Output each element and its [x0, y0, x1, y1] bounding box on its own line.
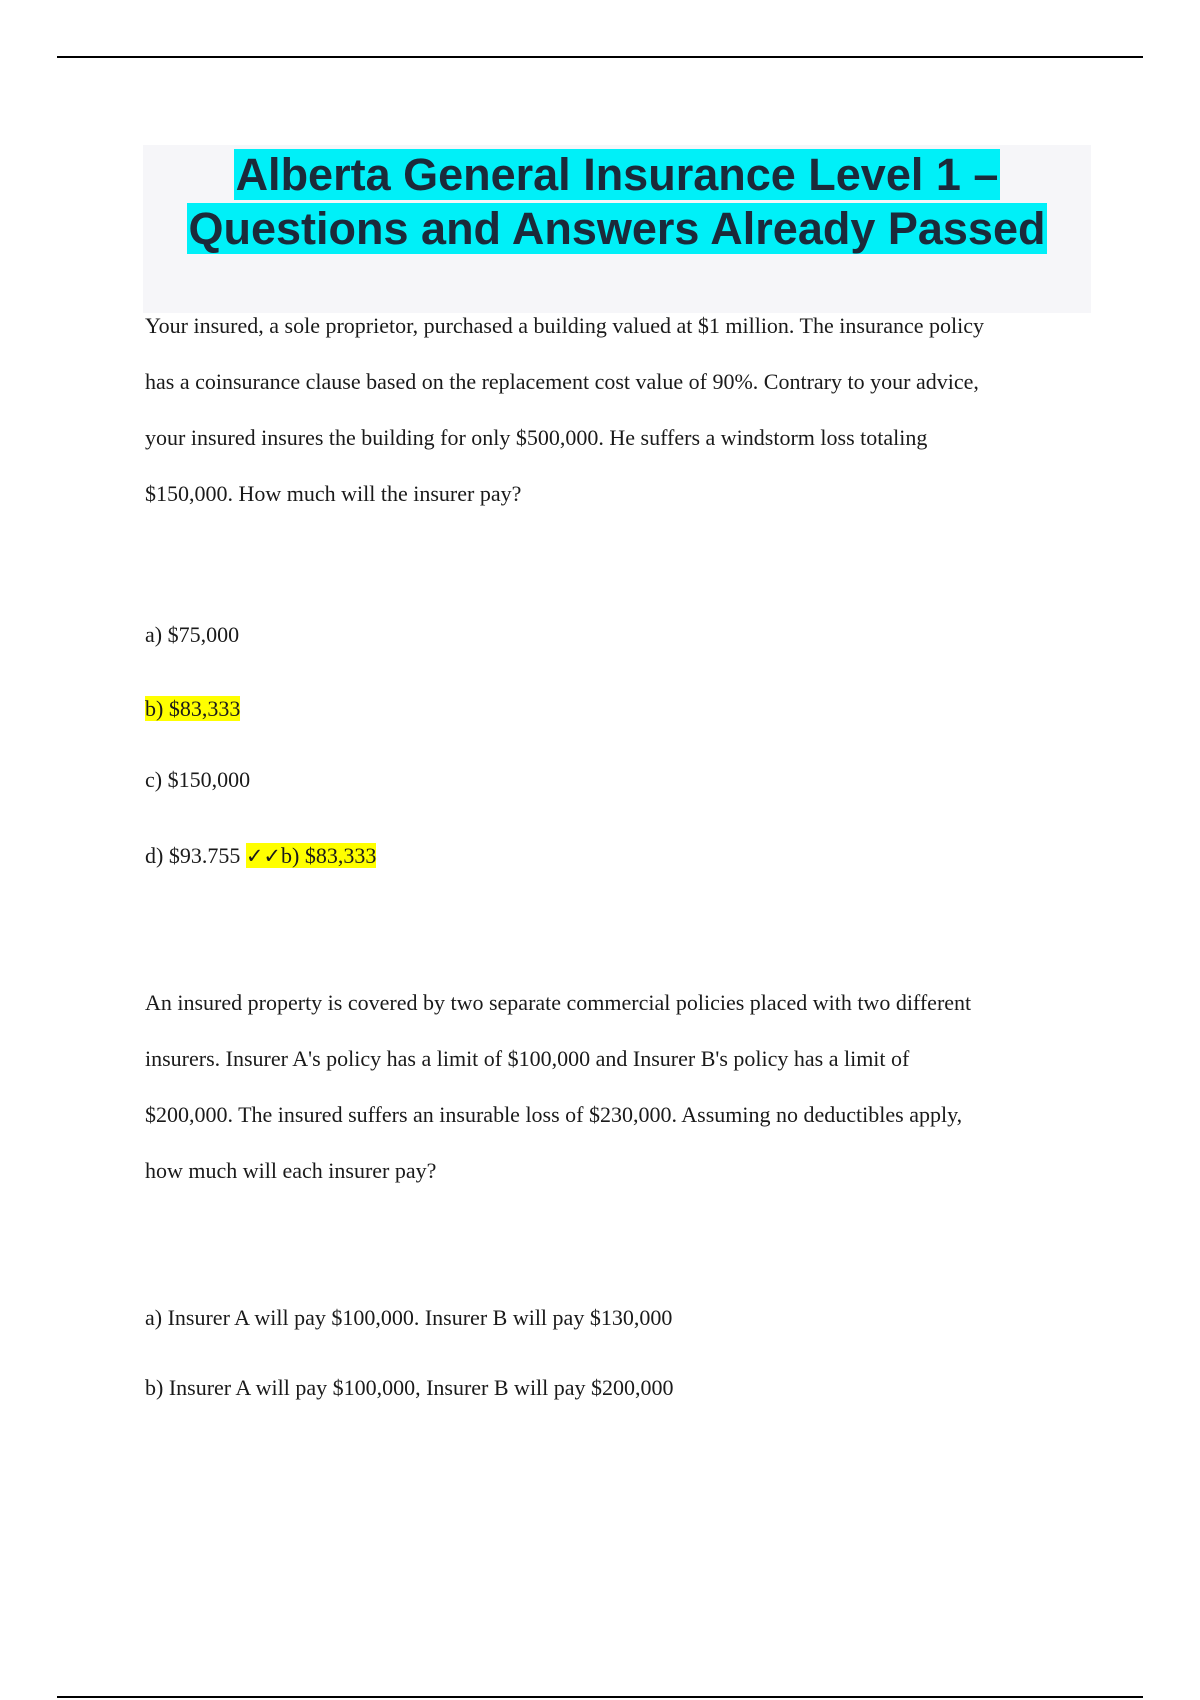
question-2-option-b: b) Insurer A will pay $100,000, Insurer B will pay $200,000 [145, 1375, 674, 1400]
question-2-line: An insured property is covered by two separate commercial policies placed with two different [145, 990, 972, 1015]
question-1-text [145, 298, 1085, 522]
question-1-option-a: a) $75,000 [145, 622, 240, 647]
question-2-option-a: a) Insurer A will pay $100,000. Insurer B will pay $130,000 [145, 1305, 673, 1330]
footer-rule [57, 1696, 1143, 1698]
question-2-text [145, 975, 1085, 1199]
question-1-option-d [145, 841, 376, 871]
question-2-line: insurers. Insurer A's policy has a limit of $100,000 and Insurer B's policy has a limit of [145, 1046, 910, 1071]
question-1-line: Your insured, a sole proprietor, purchased a building valued at $1 million. The insurance policy [145, 313, 985, 338]
question-1-line: your insured insures the building for only $500,000. He suffers a windstorm loss totaling [145, 425, 928, 450]
title-line-2: Questions and Answers Already Passed [188, 203, 1046, 254]
question-2-line: how much will each insurer pay? [145, 1158, 437, 1183]
question-1-option-b [145, 694, 240, 724]
question-2-line: $200,000. The insured suffers an insurable loss of $230,000. Assuming no deductibles apply, [145, 1102, 963, 1127]
question-1-option-c: c) $150,000 [145, 767, 251, 792]
option-d-text: d) $93.755 [145, 843, 241, 868]
title-line-1: Alberta General Insurance Level 1 – [235, 149, 999, 200]
header-rule [57, 56, 1143, 58]
check-icon: ✓✓ [245, 844, 282, 868]
answer-key-text: b) $83,333 [281, 843, 377, 868]
document-title [143, 145, 1091, 313]
question-1-line: has a coinsurance clause based on the replacement cost value of 90%. Contrary to your advice, [145, 369, 979, 394]
highlighted-answer: b) $83,333 [145, 696, 241, 721]
answer-key [246, 843, 377, 868]
question-1-line: $150,000. How much will the insurer pay? [145, 481, 522, 506]
